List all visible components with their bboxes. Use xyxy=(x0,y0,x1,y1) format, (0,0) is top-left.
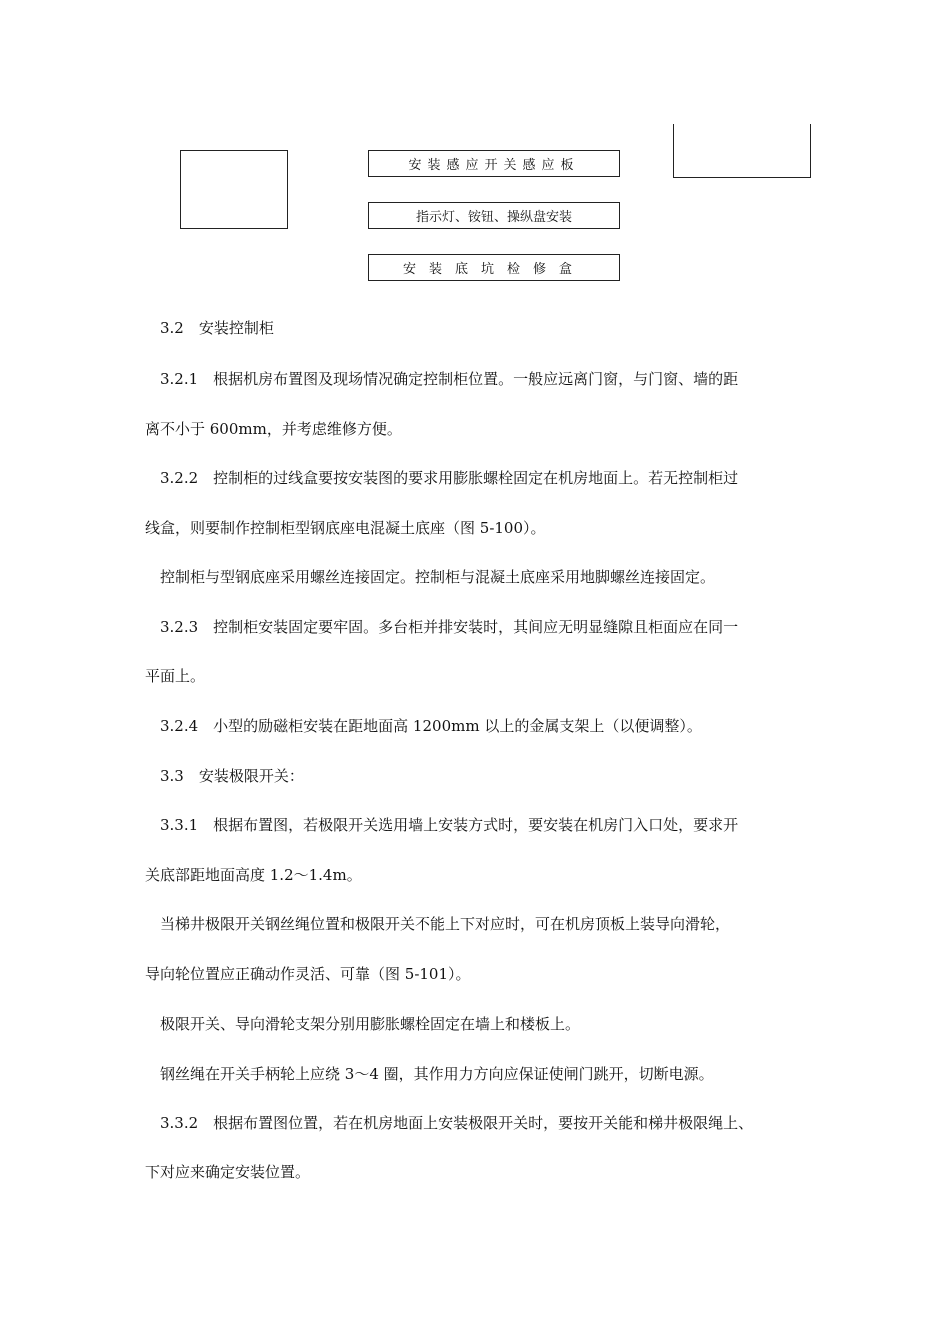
diagram-box-sensor-plate-label: 安装感应开关感应板 xyxy=(408,158,580,173)
paragraph-line: 下对应来确定安装位置。 xyxy=(145,1163,311,1181)
diagram-box-pit-inspection xyxy=(368,254,620,281)
paragraph-line: 3.2.2 控制柜的过线盒要按安装图的要求用膨胀螺栓固定在机房地面上。若无控制柜过 xyxy=(160,469,739,487)
diagram-right-box xyxy=(673,124,811,178)
diagram-box-pit-inspection-label: 安装底坑检修盒 xyxy=(402,262,585,277)
paragraph-line: 3.3.1 根据布置图，若极限开关选用墙上安装方式时，要安装在机房门入口处，要求开 xyxy=(160,816,739,834)
paragraph-line: 平面上。 xyxy=(145,667,206,685)
paragraph-line: 极限开关、导向滑轮支架分别用膨胀螺栓固定在墙上和楼板上。 xyxy=(160,1015,581,1033)
diagram-box-indicator-install xyxy=(368,202,620,229)
paragraph-line: 控制柜与型钢底座采用螺丝连接固定。控制柜与混凝土底座采用地脚螺丝连接固定。 xyxy=(160,568,716,586)
paragraph-line: 离不小于 600mm，并考虑维修方便。 xyxy=(145,420,402,438)
diagram-box-sensor-plate xyxy=(368,150,620,177)
section-heading-3-2: 3.2 安装控制柜 xyxy=(160,319,274,337)
paragraph-line: 当梯井极限开关钢丝绳位置和极限开关不能上下对应时，可在机房顶板上装导向滑轮， xyxy=(160,915,731,933)
paragraph-line: 3.2.4 小型的励磁柜安装在距地面高 1200mm 以上的金属支架上（以便调整）。 xyxy=(160,717,702,735)
section-heading-3-3: 3.3 安装极限开关： xyxy=(160,767,304,785)
paragraph-line: 3.2.3 控制柜安装固定要牢固。多台柜并排安装时，其间应无明显缝隙且柜面应在同一 xyxy=(160,618,739,636)
paragraph-line: 3.3.2 根据布置图位置，若在机房地面上安装极限开关时，要按开关能和梯井极限绳上、 xyxy=(160,1114,754,1132)
diagram-box-indicator-install-label: 指示灯、铵钮、操纵盘安装 xyxy=(415,210,572,225)
paragraph-line: 线盒，则要制作控制柜型钢底座电混凝土底座（图 5-100）。 xyxy=(145,519,546,537)
paragraph-line: 导向轮位置应正确动作灵活、可靠（图 5-101）。 xyxy=(145,965,471,983)
paragraph-line: 3.2.1 根据机房布置图及现场情况确定控制柜位置。一般应远离门窗，与门窗、墙的距 xyxy=(160,370,739,388)
paragraph-line: 关底部距地面高度 1.2～1.4m。 xyxy=(145,866,362,884)
diagram-left-box xyxy=(180,150,288,229)
paragraph-line: 钢丝绳在开关手柄轮上应绕 3～4 圈，其作用力方向应保证使闸门跳开，切断电源。 xyxy=(160,1065,714,1083)
